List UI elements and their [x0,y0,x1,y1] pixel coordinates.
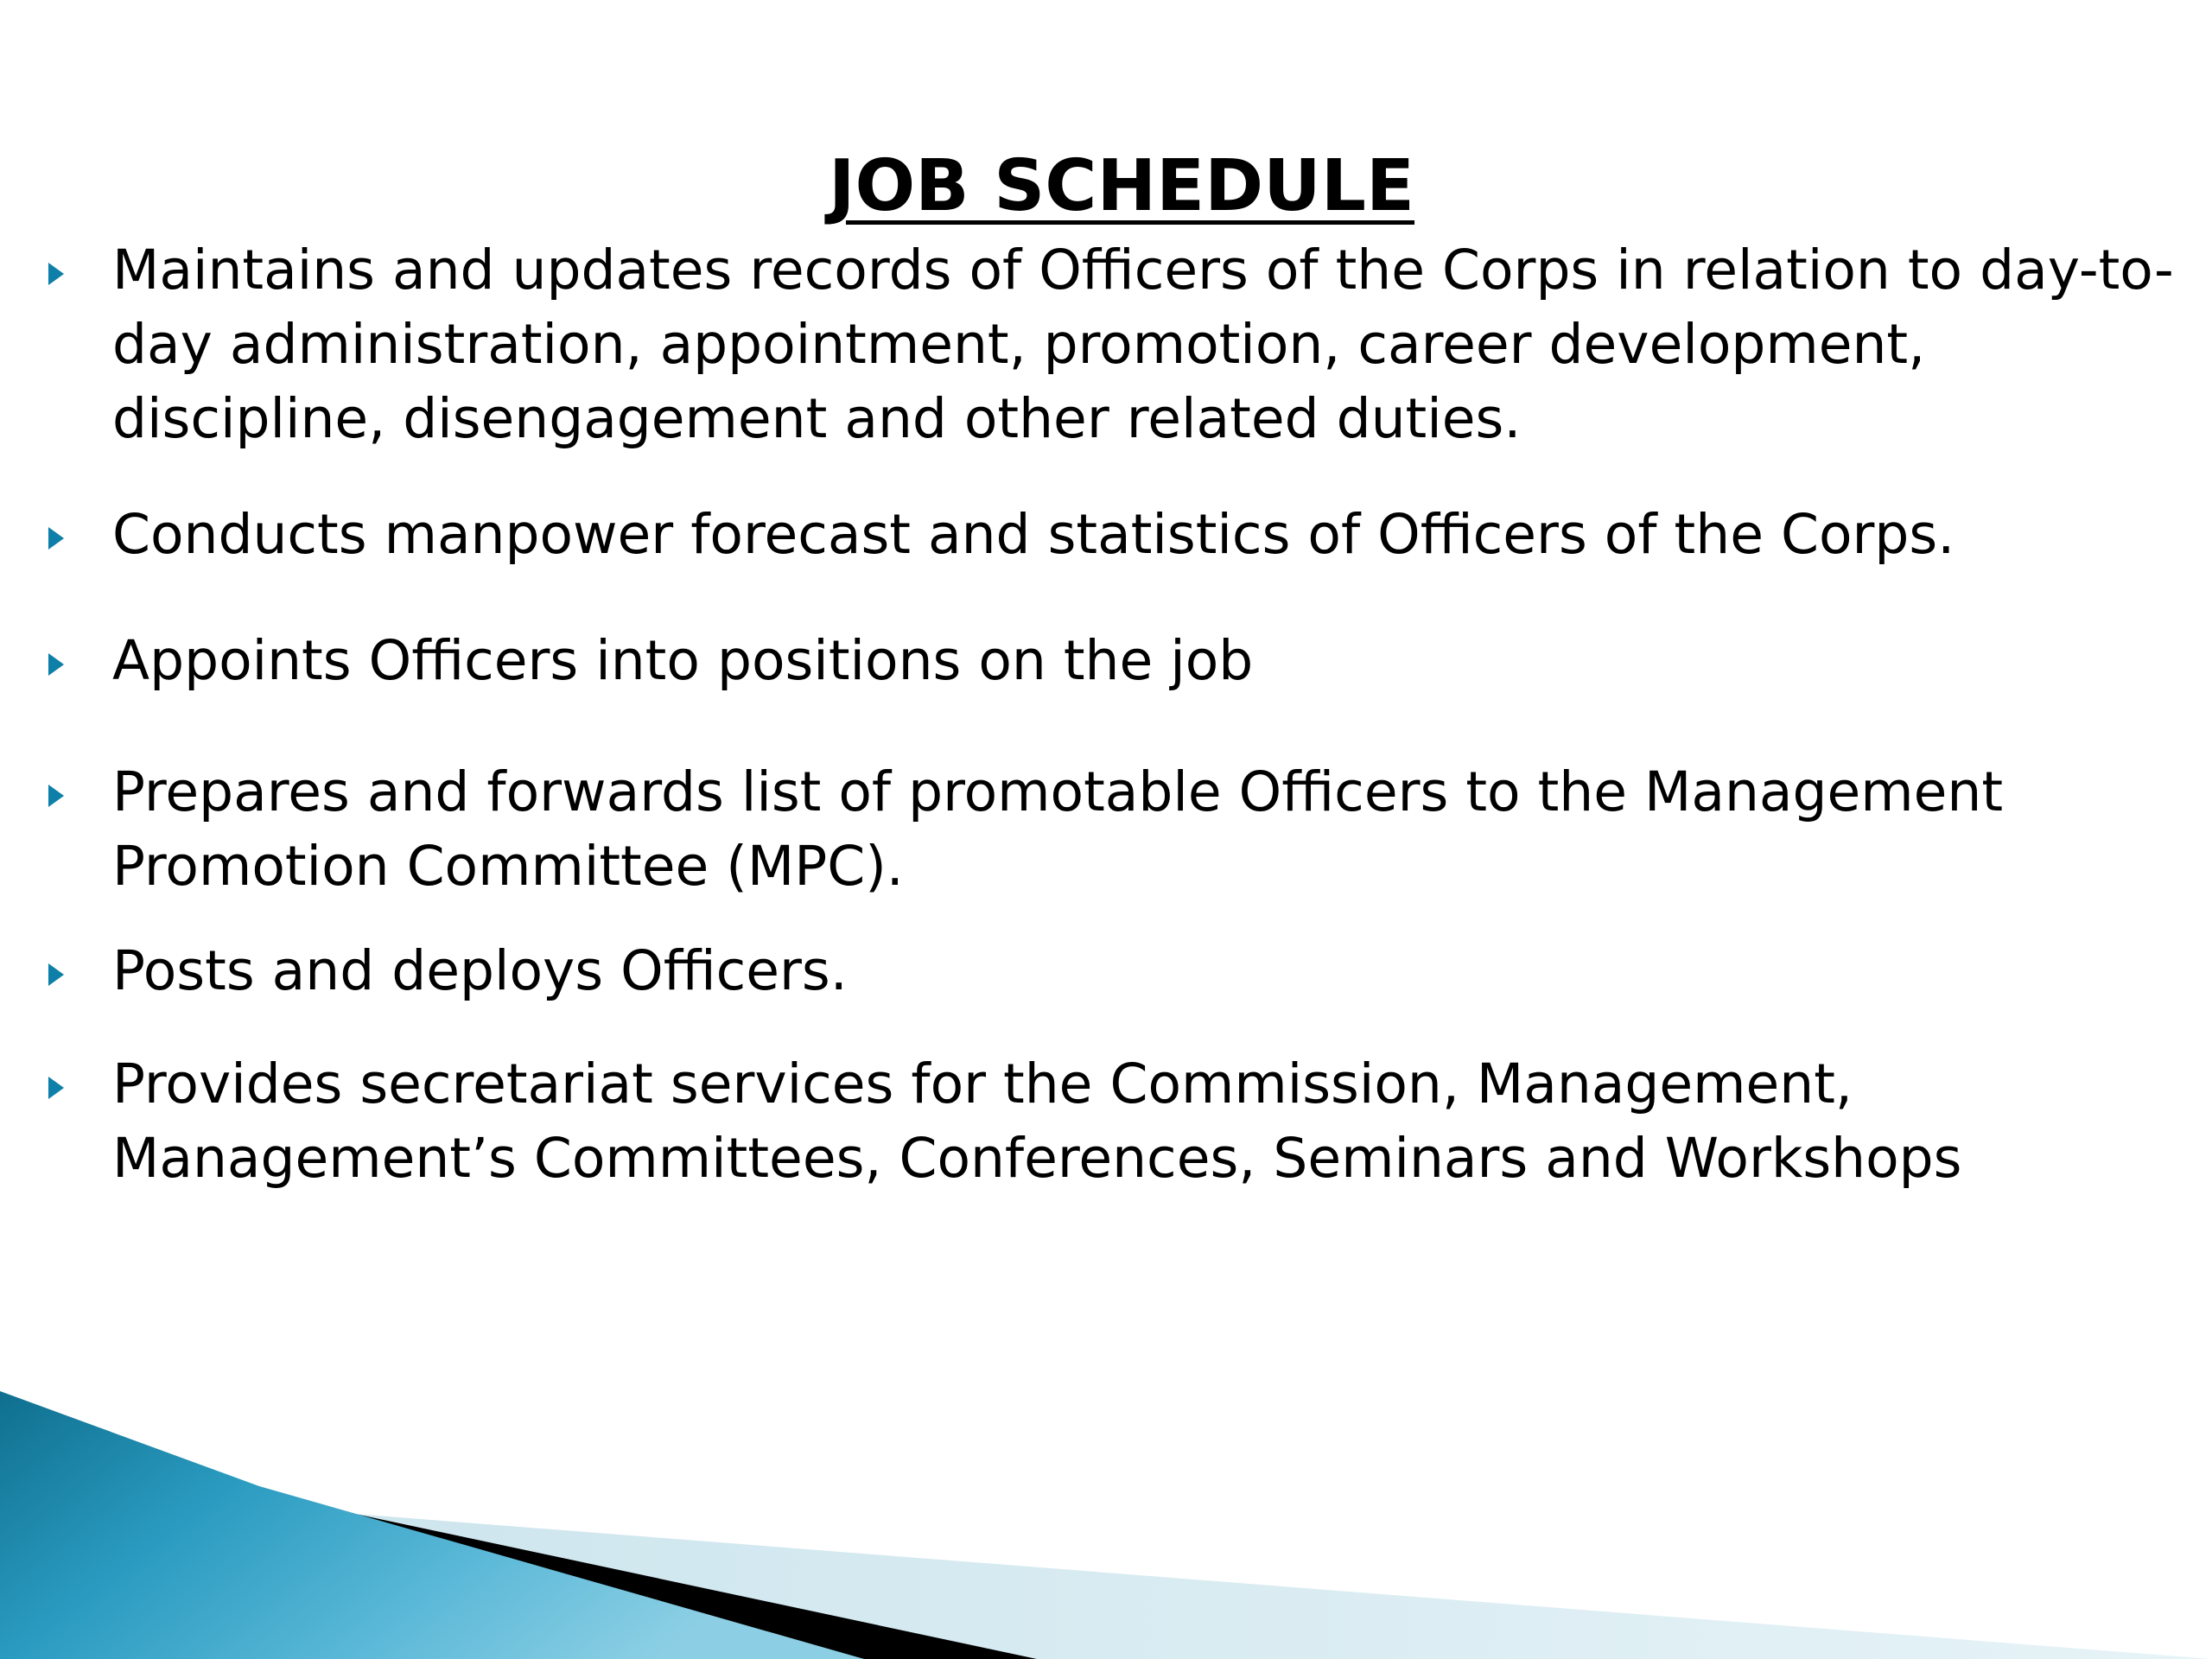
bullet-text: Posts and deploys Officers. [112,939,848,1002]
bullet-text: Maintains and updates records of Officers of the Corps in relation to day-to-day administration, appointment, promotion, career development, discipline, disengagement and other related duties. [112,238,2174,450]
triangle-bullet-icon [48,263,64,285]
bullet-text: Provides secretariat services for the Commission, Management, Management’s Committees, Conferences, Seminars and Workshops [112,1052,1962,1190]
triangle-bullet-icon [48,653,64,676]
triangle-bullet-icon [48,963,64,986]
bullet-text: Prepares and forwards list of promotable Officers to the Management Promotion Committee (MPC). [112,760,2004,898]
bullet-text: Conducts manpower forecast and statistics of Officers of the Corps. [112,503,1955,566]
corner-swoosh-decoration [0,1391,2212,1659]
bullet-text: Appoints Officers into positions on the job [112,629,1254,692]
triangle-bullet-icon [48,1077,64,1099]
triangle-bullet-icon [48,527,64,550]
triangle-bullet-icon [48,785,64,807]
slide-title: JOB SCHEDULE [828,145,1415,227]
